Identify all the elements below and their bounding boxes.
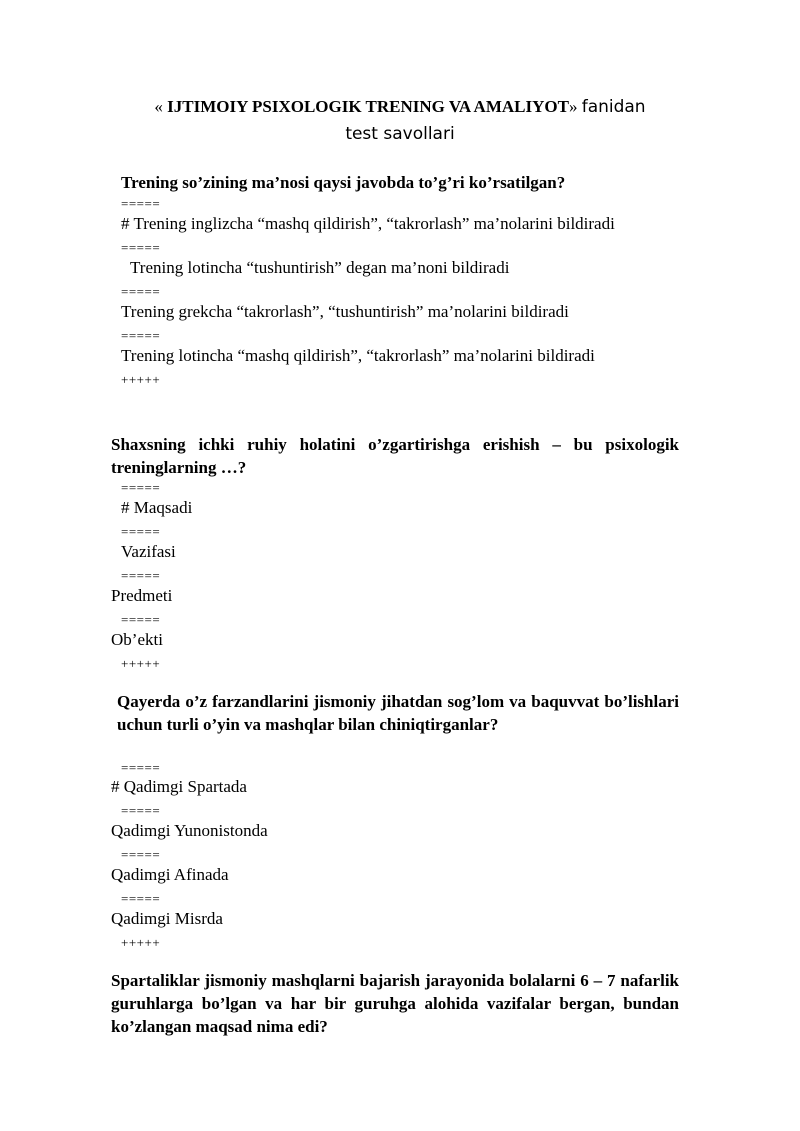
title-quote-open: « bbox=[154, 97, 168, 116]
separator: ===== bbox=[121, 196, 161, 211]
title-suffix: fanidan bbox=[581, 97, 646, 117]
answer-1-3: Trening grekcha “takrorlash”, “tushuntirish” ma’nolarini bildiradi bbox=[121, 302, 569, 321]
question-3-text: Qayerda o’z farzandlarini jismoniy jihatdan sog’lom va baquvvat bo’lishlari uchun turli o’yin va mashqlar bilan chiniqtirganlar? bbox=[117, 692, 679, 734]
separator: ===== bbox=[121, 480, 161, 495]
question-1-text: Trening so’zining ma’nosi qaysi javobda to’g’ri ko’rsatilgan? bbox=[121, 173, 566, 192]
answer-2-1: # Maqsadi bbox=[121, 498, 193, 517]
question-2-text: Shaxsning ichki ruhiy holatini o’zgartirishga erishish – bu psixologik treninglarning …? bbox=[111, 435, 679, 477]
separator: ===== bbox=[121, 760, 161, 775]
answer-3-2: Qadimgi Yunonistonda bbox=[111, 821, 268, 840]
answer-1-4: Trening lotincha “mashq qildirish”, “takrorlash” ma’nolarini bildiradi bbox=[121, 346, 595, 365]
separator: ===== bbox=[121, 847, 161, 862]
end-marker: +++++ bbox=[121, 656, 161, 671]
answer-1-2: Trening lotincha “tushuntirish” degan ma’noni bildiradi bbox=[130, 258, 510, 277]
answer-2-2: Vazifasi bbox=[121, 542, 176, 561]
answer-3-4: Qadimgi Misrda bbox=[111, 909, 223, 928]
question-4-text: Spartaliklar jismoniy mashqlarni bajarish jarayonida bolalarni 6 – 7 nafarlik guruhlarga bo’lgan va har bir guruhga alohida vazifalar bergan, bundan ko’zlangan maqsad nima edi? bbox=[111, 971, 679, 1036]
answer-3-3: Qadimgi Afinada bbox=[111, 865, 229, 884]
title-course-name: IJTIMOIY PSIXOLOGIK TRENING VA AMALIYOT bbox=[167, 97, 569, 116]
answer-1-1: # Trening inglizcha “mashq qildirish”, “takrorlash” ma’nolarini bildiradi bbox=[121, 214, 615, 233]
document-subtitle: test savollari bbox=[345, 124, 455, 144]
answer-2-4: Ob’ekti bbox=[111, 630, 163, 649]
separator: ===== bbox=[121, 612, 161, 627]
answer-2-3: Predmeti bbox=[111, 586, 173, 605]
separator: ===== bbox=[121, 240, 161, 255]
separator: ===== bbox=[121, 891, 161, 906]
separator: ===== bbox=[121, 524, 161, 539]
separator: ===== bbox=[121, 284, 161, 299]
title-quote-close: » bbox=[568, 97, 582, 116]
end-marker: +++++ bbox=[121, 935, 161, 950]
separator: ===== bbox=[121, 568, 161, 583]
separator: ===== bbox=[121, 328, 161, 343]
answer-3-1: # Qadimgi Spartada bbox=[111, 777, 247, 796]
end-marker: +++++ bbox=[121, 372, 161, 387]
document-title bbox=[0, 97, 800, 117]
separator: ===== bbox=[121, 803, 161, 818]
